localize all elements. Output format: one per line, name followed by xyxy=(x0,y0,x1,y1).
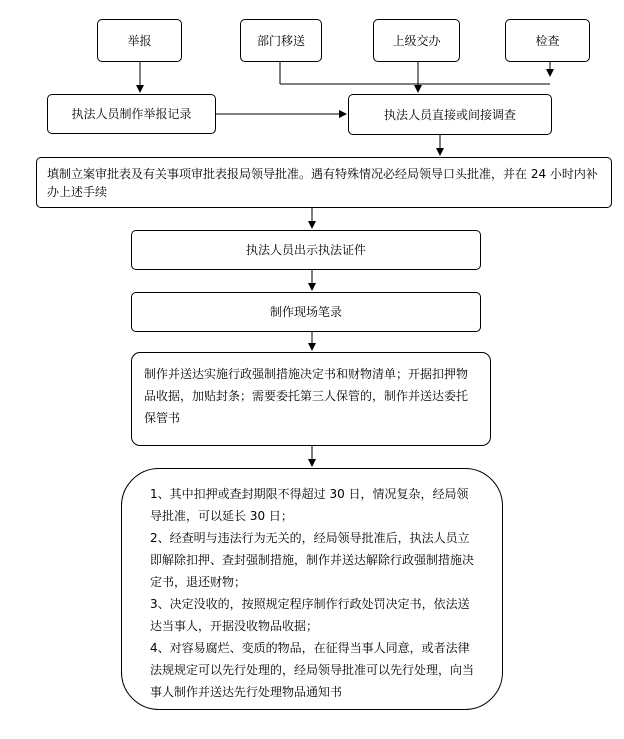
final-item-2: 2、经查明与违法行为无关的，经局领导批准后，执法人员立即解除扣押、查封强制措施，制作并送达解除行政强制措施决定书，退还财物； xyxy=(150,531,475,589)
node-superior-assign-label: 上级交办 xyxy=(392,33,441,48)
node-show-certificate-label: 执法人员出示执法证件 xyxy=(245,243,366,257)
node-onsite-record-label: 制作现场笔录 xyxy=(269,305,342,319)
node-superior-assign xyxy=(373,19,460,62)
node-inspection xyxy=(505,19,590,62)
node-onsite-record xyxy=(131,292,481,332)
node-deliver-decision-label: 制作并送达实施行政强制措施决定书和财物清单；开据扣押物品收据，加贴封条；需要委托第三人保管的，制作并送达委托保管书 xyxy=(144,367,469,425)
node-report xyxy=(97,19,182,62)
node-report-record xyxy=(47,94,216,134)
node-dept-transfer xyxy=(240,19,322,62)
node-investigation xyxy=(348,94,552,135)
node-report-record-label: 执法人员制作举报记录 xyxy=(71,107,192,121)
node-show-certificate xyxy=(131,230,481,270)
node-inspection-label: 检查 xyxy=(535,33,560,48)
node-approval xyxy=(36,157,612,208)
final-item-4: 4、对容易腐烂、变质的物品，在征得当事人同意，或者法律法规规定可以先行处理的，经局领导批准可以先行处理，向当事人制作并送达先行处理物品通知书 xyxy=(150,641,475,699)
node-deliver-decision xyxy=(131,352,491,446)
node-report-label: 举报 xyxy=(127,33,152,48)
node-approval-label: 填制立案审批表及有关事项审批表报局领导批准。遇有特殊情况必经局领导口头批准，并在 24 小时内补办上述手续 xyxy=(47,166,598,199)
final-item-1: 1、其中扣押或查封期限不得超过 30 日，情况复杂，经局领导批准，可以延长 30 日； xyxy=(150,487,469,523)
node-dept-transfer-label: 部门移送 xyxy=(256,33,305,48)
node-final-actions xyxy=(121,468,503,710)
node-investigation-label: 执法人员直接或间接调查 xyxy=(383,107,516,122)
final-item-3: 3、决定没收的，按照规定程序制作行政处罚决定书，依法送达当事人，开据没收物品收据； xyxy=(150,597,470,633)
